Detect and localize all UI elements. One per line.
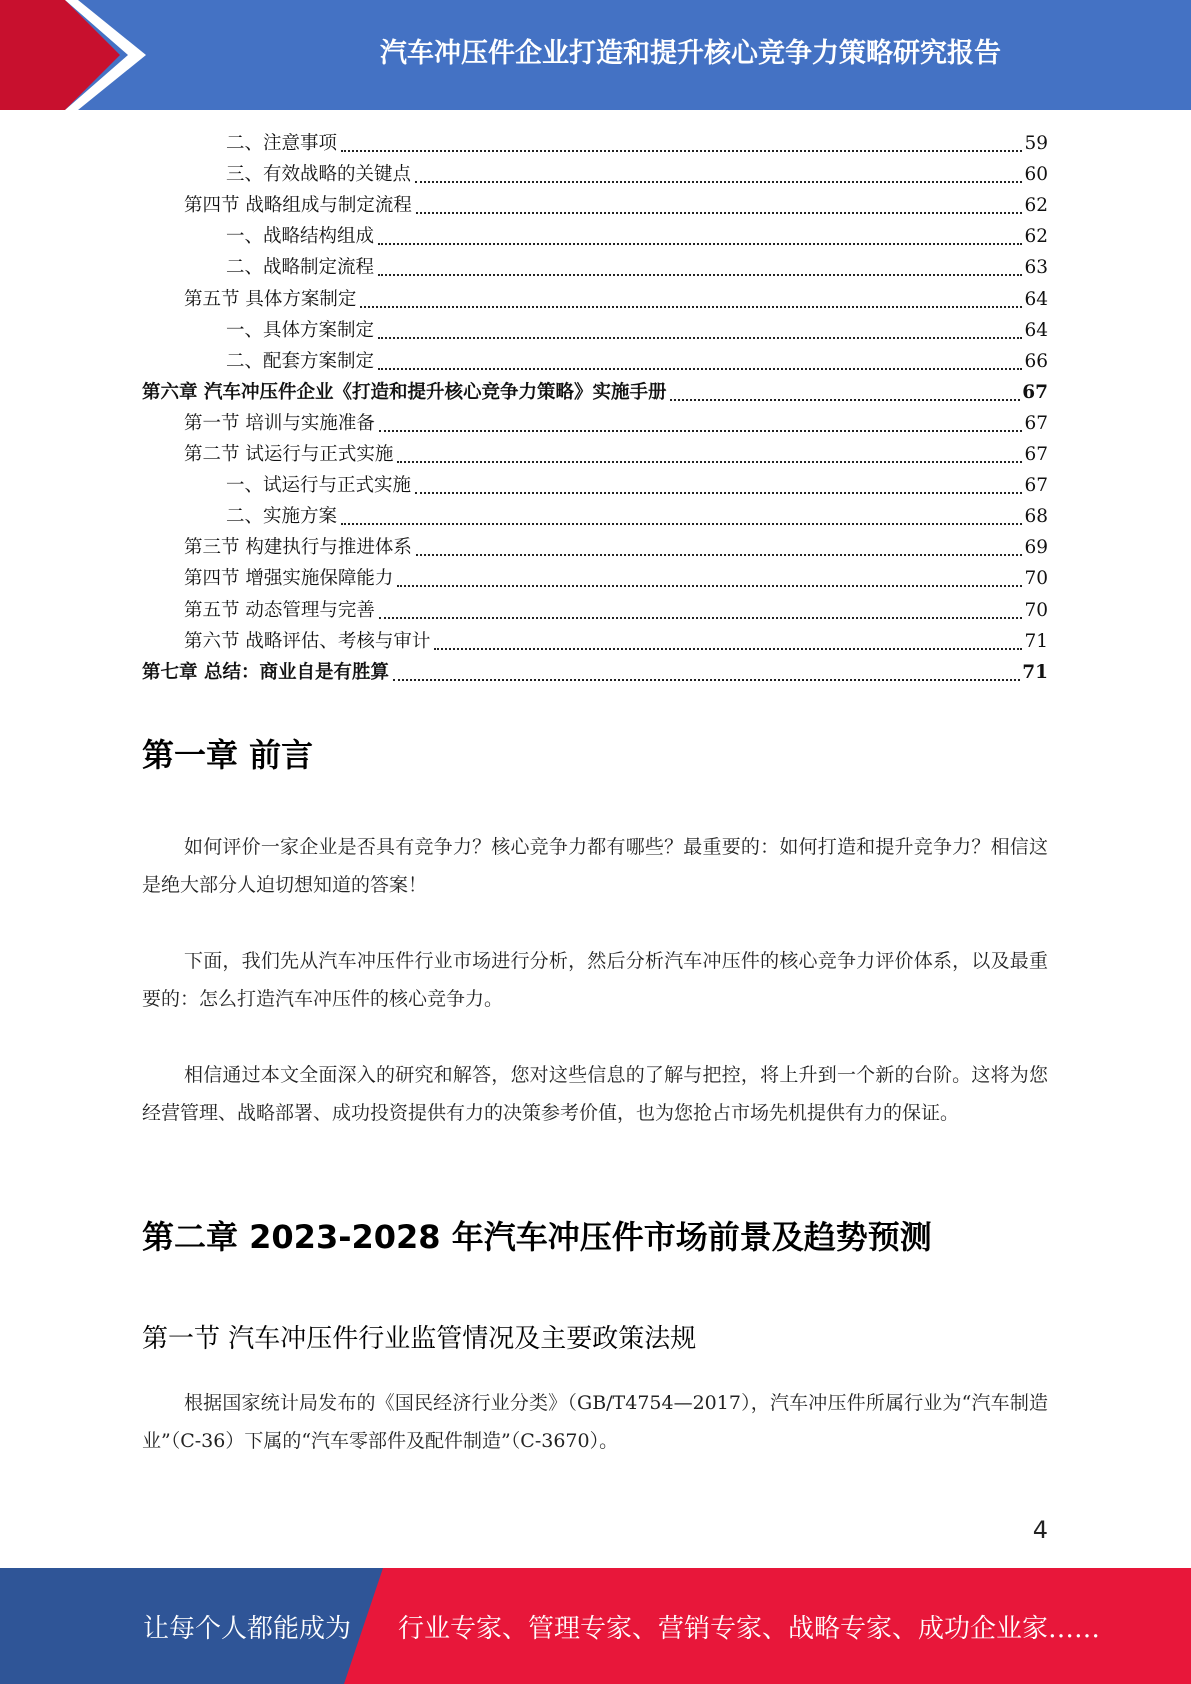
toc-entry-title: 三、有效战略的关键点 [226,164,412,186]
section-heading: 第一节 汽车冲压件行业监管情况及主要政策法规 [142,1324,697,1354]
header-chevron-decoration [0,0,150,110]
toc-entry-page: 67 [1024,475,1048,497]
toc-leader-dots [341,523,1022,525]
toc-leader-dots [379,617,1023,619]
toc-entry[interactable] [142,594,1048,625]
chapter-heading: 第二章 2023-2028 年汽车冲压件市场前景及趋势预测 [142,1218,932,1256]
toc-leader-dots [393,679,1020,681]
toc-entry-page: 62 [1024,226,1048,248]
toc-leader-dots [397,461,1022,463]
toc-entry-page: 62 [1024,195,1048,217]
toc-entry-page: 63 [1024,257,1048,279]
toc-entry-title: 二、配套方案制定 [226,350,375,372]
footer-slogan-right: 行业专家、管理专家、营销专家、战略专家、成功企业家…… [398,1613,1101,1644]
toc-leader-dots [416,554,1023,556]
toc-entry-page: 67 [1024,412,1048,434]
toc-entry[interactable] [142,501,1048,532]
footer-slogan-left: 让每个人都能成为 [143,1613,352,1644]
toc-entry[interactable] [142,470,1048,501]
toc-leader-dots [378,274,1022,276]
toc-entry-title: 第三节 构建执行与推进体系 [184,537,412,559]
toc-entry[interactable] [142,315,1048,346]
toc-entry-title: 第四节 战略组成与制定流程 [184,195,412,217]
toc-entry-page: 67 [1024,444,1048,466]
paragraph: 相信通过本文全面深入的研究和解答，您对这些信息的了解与把控，将上升到一个新的台阶。这将为您经营管理、战略部署、成功投资提供有力的决策参考价值，也为您抢占市场先机提供有力的保证。 [142,1064,1048,1124]
paragraph: 下面，我们先从汽车冲压件行业市场进行分析，然后分析汽车冲压件的核心竞争力评价体系，以及最重要的：怎么打造汽车冲压件的核心竞争力。 [142,950,1048,1010]
toc-entry-title: 第五节 动态管理与完善 [184,599,375,621]
toc-entry-title: 二、战略制定流程 [226,257,375,279]
toc-entry[interactable] [142,626,1048,657]
toc-leader-dots [415,492,1022,494]
toc-entry-page: 70 [1024,568,1048,590]
toc-entry[interactable] [142,283,1048,314]
toc-entry-title: 一、战略结构组成 [226,226,375,248]
toc-entry[interactable] [142,532,1048,563]
toc-entry-title: 第六章 汽车冲压件企业《打造和提升核心竞争力策略》实施手册 [142,381,667,403]
page-number: 4 [1032,1516,1048,1544]
toc-entry-page: 66 [1024,350,1048,372]
toc-entry[interactable] [142,190,1048,221]
toc-entry-page: 68 [1024,506,1048,528]
paragraph: 如何评价一家企业是否具有竞争力？核心竞争力都有哪些？最重要的：如何打造和提升竞争力？相信这是绝大部分人迫切想知道的答案！ [142,836,1048,896]
toc-entry-title: 一、具体方案制定 [226,319,375,341]
toc-entry[interactable] [142,221,1048,252]
toc-leader-dots [341,150,1022,152]
page-footer [0,1568,1191,1684]
toc-entry-title: 第六节 战略评估、考核与审计 [184,630,431,652]
toc-entry-title: 二、注意事项 [226,133,338,155]
header-title: 汽车冲压件企业打造和提升核心竞争力策略研究报告 [380,37,1001,69]
toc-entry-page: 59 [1024,133,1048,155]
toc-entry-title: 一、试运行与正式实施 [226,475,412,497]
toc-entry-title: 第四节 增强实施保障能力 [184,568,394,590]
toc-leader-dots [379,430,1023,432]
toc-entry[interactable] [142,439,1048,470]
toc-entry[interactable] [142,346,1048,377]
toc-entry[interactable] [142,377,1048,408]
toc-leader-dots [397,585,1022,587]
toc-leader-dots [360,306,1022,308]
toc-entry-title: 第一节 培训与实施准备 [184,412,375,434]
toc-entry-page: 67 [1022,381,1048,403]
toc-entry[interactable] [142,657,1048,688]
toc-entry-title: 第五节 具体方案制定 [184,288,357,310]
toc-entry-title: 第七章 总结：商业自是有胜算 [142,661,389,683]
toc-entry-page: 69 [1024,537,1048,559]
toc-entry[interactable] [142,408,1048,439]
paragraph: 根据国家统计局发布的《国民经济行业分类》（GB/T4754—2017），汽车冲压件所属行业为“汽车制造业”（C-36）下属的“汽车零部件及配件制造”（C-3670）。 [142,1392,1048,1452]
toc-entry-page: 70 [1024,599,1048,621]
toc-leader-dots [378,337,1022,339]
page-header [0,0,1191,110]
toc-entry-title: 第二节 试运行与正式实施 [184,444,394,466]
toc-entry[interactable] [142,128,1048,159]
toc-entry-page: 64 [1024,288,1048,310]
toc-entry-title: 二、实施方案 [226,506,338,528]
toc-entry[interactable] [142,159,1048,190]
toc-entry-page: 71 [1024,630,1048,652]
toc-leader-dots [378,368,1022,370]
toc-entry-page: 64 [1024,319,1048,341]
toc-leader-dots [670,399,1020,401]
toc-entry[interactable] [142,563,1048,594]
toc-leader-dots [416,212,1023,214]
toc-entry-page: 60 [1024,164,1048,186]
toc-leader-dots [434,648,1022,650]
toc-leader-dots [415,181,1022,183]
toc-entry-page: 71 [1022,661,1048,683]
table-of-contents [142,128,1048,688]
toc-leader-dots [378,243,1022,245]
toc-entry[interactable] [142,252,1048,283]
chapter-heading: 第一章 前言 [142,736,314,774]
